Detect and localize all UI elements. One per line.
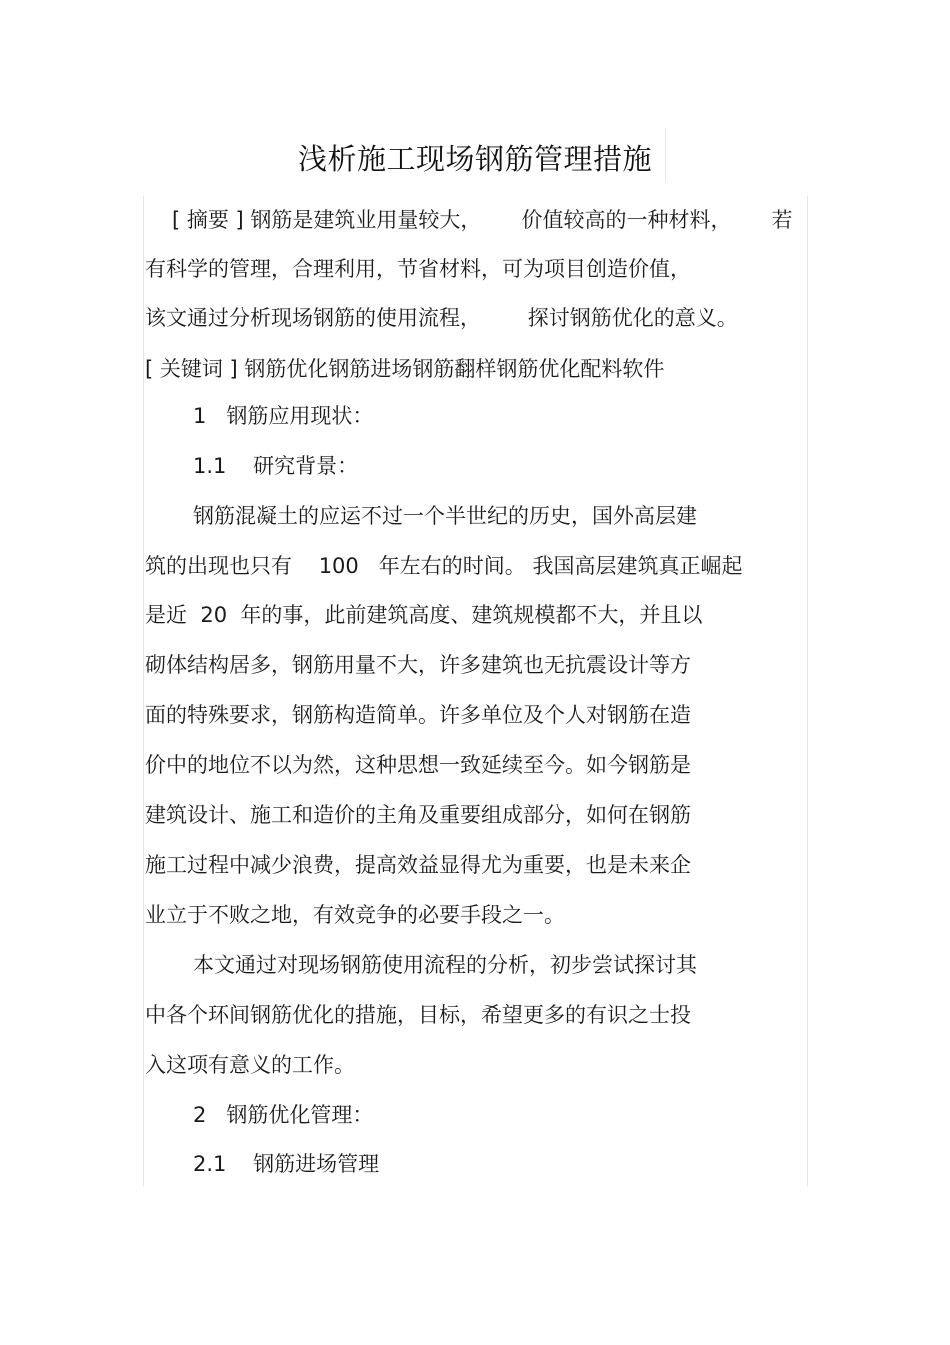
paragraph-line: 钢筋混凝土的应运不过一个半世纪的历史，国外高层建 <box>193 504 697 528</box>
paragraph-line: 建筑设计、施工和造价的主角及重要组成部分，如何在钢筋 <box>145 803 691 827</box>
paragraph-line: 价中的地位不以为然，这种思想一致延续至今。如今钢筋是 <box>145 753 691 777</box>
right-margin-line <box>807 196 808 1186</box>
section-heading: 1 钢筋应用现状： <box>193 404 374 428</box>
subsection-heading: 1.1 研究背景： <box>193 454 359 478</box>
paragraph-line: 是近 20 年的事，此前建筑高度、建筑规模都不大，并且以 <box>145 603 703 627</box>
left-margin-line <box>143 196 144 1186</box>
keywords-line: [ 关键词 ] 钢筋优化钢筋进场钢筋翻样钢筋优化配料软件 <box>145 357 665 381</box>
paragraph-line: 业立于不败之地，有效竞争的必要手段之一。 <box>145 903 565 927</box>
abstract-line: 该文通过分析现场钢筋的使用流程， 探讨钢筋优化的意义。 <box>145 306 738 330</box>
document-title: 浅析施工现场钢筋管理措施 <box>297 142 652 176</box>
paragraph-line: 入这项有意义的工作。 <box>145 1053 355 1077</box>
subsection-heading: 2.1 钢筋进场管理 <box>193 1152 380 1176</box>
paragraph-line: 筑的出现也只有 100 年左右的时间。 我国高层建筑真正崛起 <box>145 554 743 578</box>
paragraph-line: 面的特殊要求，钢筋构造简单。许多单位及个人对钢筋在造 <box>145 703 691 727</box>
abstract-line: 有科学的管理，合理利用，节省材料，可为项目创造价值， <box>145 257 691 281</box>
paragraph-line: 中各个环间钢筋优化的措施，目标，希望更多的有识之士投 <box>145 1003 691 1027</box>
paragraph-line: 施工过程中减少浪费，提高效益显得尤为重要，也是未来企 <box>145 853 691 877</box>
section-heading: 2 钢筋优化管理： <box>193 1103 374 1127</box>
paragraph-line: 砌体结构居多，钢筋用量不大，许多建筑也无抗震设计等方 <box>145 653 691 677</box>
paragraph-line: 本文通过对现场钢筋使用流程的分析，初步尝试探讨其 <box>193 953 697 977</box>
abstract-line: [ 摘要 ] 钢筋是建筑业用量较大， 价值较高的一种材料， 若 <box>172 208 793 232</box>
